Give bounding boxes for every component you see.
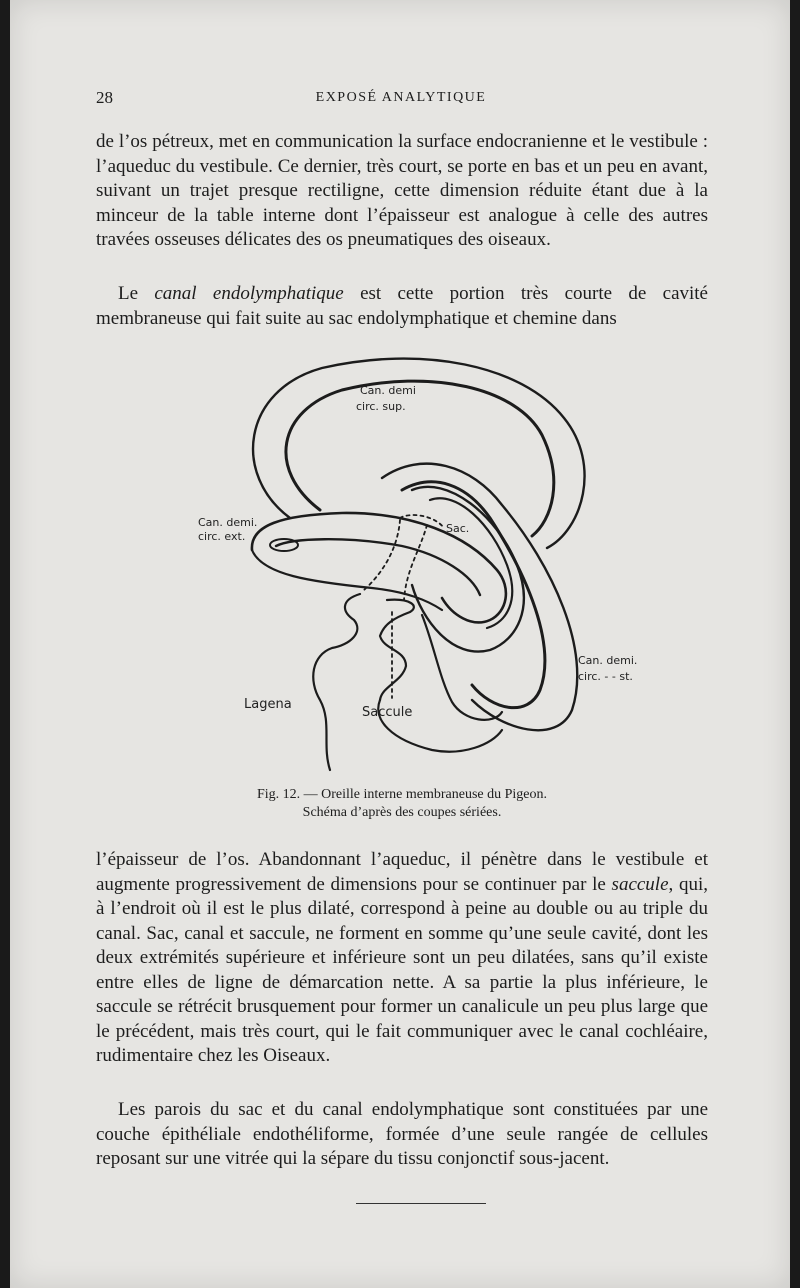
label-ext-2: circ. ext. xyxy=(198,530,246,543)
paragraph-2-rest: est cette portion très courte de cavité membraneuse qui fait suite au sac endolymphatique et chemine dans xyxy=(96,283,708,329)
ampulla-external xyxy=(270,539,298,551)
label-lagena: Lagena xyxy=(244,697,292,712)
posterior-inner-loop-2 xyxy=(430,498,512,628)
caption-line-1: Fig. 12. — Oreille interne membraneuse du Pigeon. xyxy=(256,787,548,802)
label-sac: Sac. xyxy=(446,522,470,535)
page-header xyxy=(96,88,706,112)
term-saccule: saccule xyxy=(611,873,669,895)
paragraph-3-start: l’épaisseur de l’os. Abandonnant l’aqueduc, il pénètre dans le vestibule et augmente progressivement de dimensions pour se continuer par le xyxy=(96,849,708,895)
canal-superior-outer xyxy=(253,359,585,548)
saccule-outline xyxy=(380,600,414,700)
section-end-rule xyxy=(356,1203,486,1204)
paragraph-3 xyxy=(96,848,708,1069)
page-number: 28 xyxy=(96,88,113,107)
ear-schematic xyxy=(172,350,672,780)
caption-line-2: Schéma d’après des coupes sériées. xyxy=(302,805,502,820)
label-sup-2: circ. sup. xyxy=(356,400,406,413)
figure-inner-ear-diagram xyxy=(172,350,672,780)
label-sup-1: Can. demi xyxy=(360,384,416,397)
paragraph-3-rest: , qui, à l’endroit où il est le plus dilaté, correspond à peine au double ou au triple du canal. Sac, canal et saccule, ne forment en somme qu’une seule cavité, dont les deux extrémités supérieure et inférieure sont un peu dilatées, sans qu’il existe entre elles de ligne de démarcation nette. A sa partie la plus inférieure, le saccule se rétrécit brusquement pour former un canalicule un peu plus large que le précédent, mais très court, qui le fait communiquer avec le canal cochléaire, rudimentaire chez les Oiseaux. xyxy=(96,873,709,1066)
label-ext-1: Can. demi. xyxy=(198,516,258,529)
cochlear-loop xyxy=(422,615,502,720)
canal-external-inner xyxy=(276,539,480,595)
paragraph-1: de l’os pétreux, met en communication la surface endocranienne et le vestibule : l’aqueduc du vestibule. Ce dernier, très court, se porte en bas et un peu en avant, suivant un trajet presque rectiligne, cette dimension réduite étant due à la minceur de la table interne dont l’épaisseur est analogue à celle des autres travées osseuses délicates des os pneumatiques des oiseaux. xyxy=(96,131,708,250)
running-head: EXPOSÉ ANALYTIQUE xyxy=(315,90,487,105)
vestibule-outline xyxy=(313,594,360,770)
endolymphatic-sac-dotted xyxy=(400,515,444,528)
paragraph-2-start: Le xyxy=(118,283,155,304)
endolymphatic-canal-dotted-2 xyxy=(404,525,427,600)
term-canal-endolymphatique: canal endolymphatique xyxy=(154,283,344,304)
figure-caption xyxy=(96,786,708,822)
label-post-1: Can. demi. xyxy=(578,654,638,667)
label-post-2: circ. - - st. xyxy=(578,670,633,683)
paragraph-2 xyxy=(96,282,708,331)
paragraph-4: Les parois du sac et du canal endolymphatique sont constituées par une couche épithéliale endothéliforme, formée d’une seule rangée de cellules reposant sur une vitrée qui la sépare du tissu conjonctif sous-jacent. xyxy=(96,1099,708,1169)
endolymphatic-canal-dotted-1 xyxy=(364,520,400,590)
label-saccule: Saccule xyxy=(362,705,413,720)
